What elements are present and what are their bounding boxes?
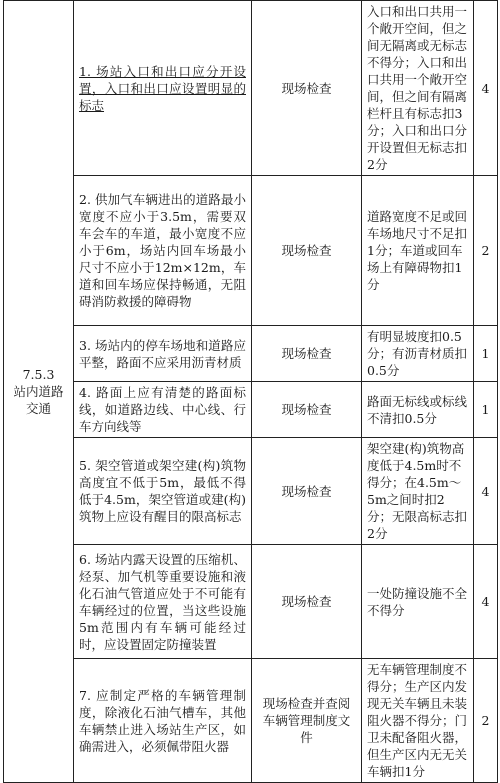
method-cell: 现场检查 <box>252 176 362 326</box>
section-title-line2: 交通 <box>25 401 51 416</box>
requirement-cell: 3. 场站内的停车场地和道路应平整，路面不应采用沥青材质 <box>74 326 252 382</box>
table-row <box>4 326 498 382</box>
scoring-cell: 入口和出口共用一个敞开空间，但之间无隔离或无标志不得分；入口和出口共用一个敞开空间，但之间有隔离栏杆且有标志扣3分；入口和出口分开设置但无标志扣2分 <box>362 1 474 176</box>
requirement-text: 1. 场站入口和出口应分开设置，入口和出口应设置明显的标志 <box>79 63 246 113</box>
scoring-cell: 路面无标线或标线不清扣0.5分 <box>362 382 474 438</box>
evaluation-table <box>3 0 498 783</box>
points-cell: 1 <box>474 382 498 438</box>
points-cell: 2 <box>474 176 498 326</box>
requirement-cell: 7. 应制定严格的车辆管理制度，除液化石油气槽车，其他车辆禁止进入场站生产区，如确需进入，必须佩带阻火器 <box>74 659 252 783</box>
method-cell: 现场检查 <box>252 545 362 659</box>
points-cell: 2 <box>474 659 498 783</box>
method-cell: 现场检查 <box>252 1 362 176</box>
method-cell: 现场检查 <box>252 326 362 382</box>
method-cell: 现场检查 <box>252 382 362 438</box>
scoring-cell: 一处防撞设施不全不得分 <box>362 545 474 659</box>
points-cell: 4 <box>474 545 498 659</box>
requirement-cell: 5. 架空管道或架空建(构)筑物高度宜不低于5m，最低不得低于4.5m，架空管道或建(构)筑物上应设有醒目的限高标志 <box>74 438 252 545</box>
section-code: 7.5.3 <box>22 367 55 382</box>
table-row <box>4 438 498 545</box>
table-row <box>4 382 498 438</box>
points-cell: 4 <box>474 438 498 545</box>
points-cell: 4 <box>474 1 498 176</box>
table-row <box>4 176 498 326</box>
table-row <box>4 659 498 783</box>
method-cell: 现场检查并查阅车辆管理制度文件 <box>252 659 362 783</box>
points-cell: 1 <box>474 326 498 382</box>
requirement-cell: 2. 供加气车辆进出的道路最小宽度不应小于3.5m，需要双车会车的车道，最小宽度不应小于6m，场站内回车场最小尺寸不应小于12m×12m，车道和回车场应保持畅通，无阻碍消防救援的障碍物 <box>74 176 252 326</box>
table-row <box>4 545 498 659</box>
scoring-cell: 架空建(构)筑物高度低于4.5m时不得分；在4.5m～5m之间时扣2分；无限高标志扣2分 <box>362 438 474 545</box>
scoring-cell: 道路宽度不足或回车场地尺寸不足扣1分；车道或回车场上有障碍物扣1分 <box>362 176 474 326</box>
scoring-cell: 无车辆管理制度不得分；生产区内发现无关车辆且未装阻火器不得分；门卫未配备阻火器，但生产区内无无关车辆扣1分 <box>362 659 474 783</box>
scoring-cell: 有明显坡度扣0.5分；有沥青材质扣0.5分 <box>362 326 474 382</box>
requirement-cell: 4. 路面上应有清楚的路面标线，如道路边线、中心线、行车方向线等 <box>74 382 252 438</box>
section-title-line1: 站内道路 <box>13 384 64 399</box>
table-row <box>4 1 498 176</box>
method-cell: 现场检查 <box>252 438 362 545</box>
requirement-cell: 6. 场站内露天设置的压缩机、烃泵、加气机等重要设施和液化石油气管道应处于不可能有车辆经过的位置，当这些设施5m范围内有车辆可能经过时，应设置固定防撞装置 <box>74 545 252 659</box>
requirement-cell <box>74 1 252 176</box>
section-cell <box>4 1 74 783</box>
